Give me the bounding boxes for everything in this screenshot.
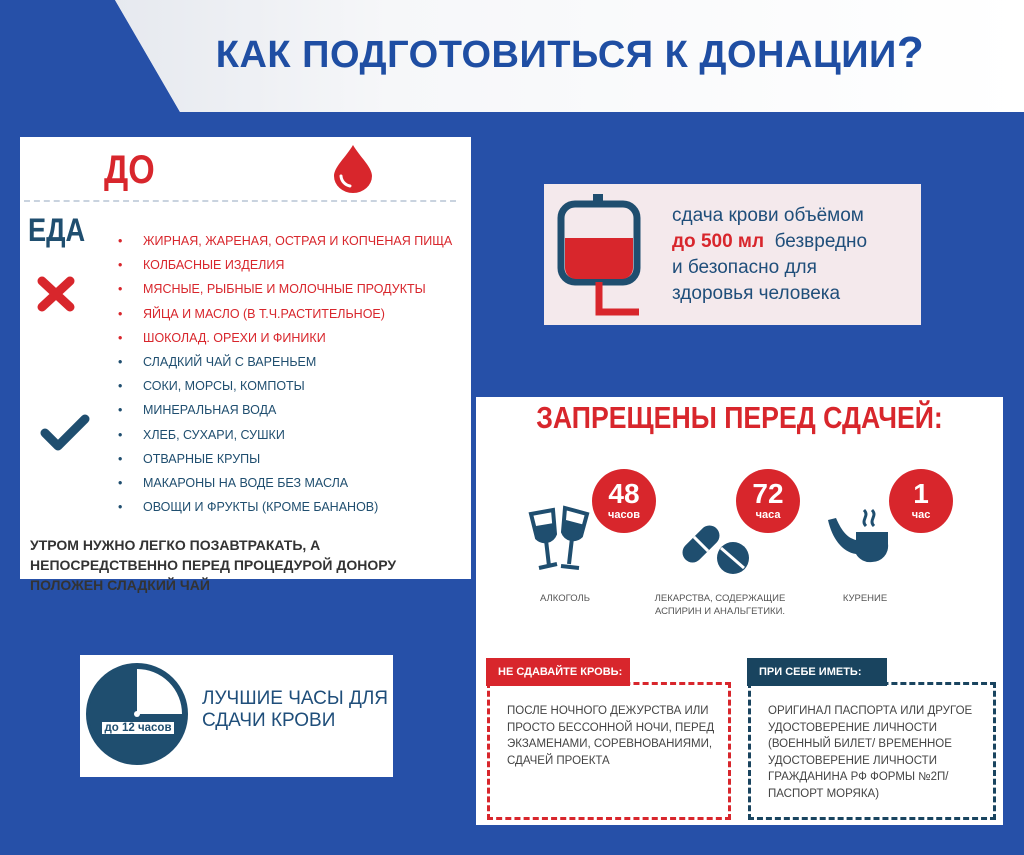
clock-icon	[83, 660, 193, 770]
volume-highlight: до 500 мл	[672, 231, 765, 252]
forbidden-food-item: • ЯЙЦА И МАСЛО (В Т.Ч.РАСТИТЕЛЬНОЕ)	[118, 306, 452, 330]
forbidden-food-item: • КОЛБАСНЫЕ ИЗДЕЛИЯ	[118, 257, 452, 281]
forbidden-food-item: • ЖИРНАЯ, ЖАРЕНАЯ, ОСТРАЯ И КОПЧЕНАЯ ПИЩА	[118, 233, 452, 257]
blood-bag-icon	[555, 192, 645, 320]
allowed-food-item: • ХЛЕБ, СУХАРИ, СУШКИ	[118, 427, 452, 451]
allowed-food-item: • МИНЕРАЛЬНАЯ ВОДА	[118, 402, 452, 426]
food-heading: ЕДА	[28, 212, 86, 248]
smoking-hours-badge: 1 час	[889, 469, 953, 533]
divider	[24, 200, 456, 202]
bring-label: ПРИ СЕБЕ ИМЕТЬ:	[747, 658, 887, 686]
medicine-hours-badge: 72 часа	[736, 469, 800, 533]
dont-donate-label: НЕ СДАВАЙТЕ КРОВЬ:	[486, 658, 630, 686]
forbidden-food-item: • ШОКОЛАД. ОРЕХИ И ФИНИКИ	[118, 330, 452, 354]
volume-text: сдача крови объёмом до 500 мл безвредно и безопасно для здоровья человека	[672, 205, 868, 304]
allowed-food-item: • СОКИ, МОРСЫ, КОМПОТЫ	[118, 378, 452, 402]
clock-label: до 12 часов	[104, 722, 172, 734]
page-title: КАК ПОДГОТОВИТЬСЯ К ДОНАЦИИ?	[215, 28, 925, 77]
blood-drop-icon	[332, 143, 374, 193]
pills-icon	[681, 512, 753, 576]
bring-text: ОРИГИНАЛ ПАСПОРТА ИЛИ ДРУГОЕ УДОСТОВЕРЕНИЕ ЛИЧНОСТИ (ВОЕННЫЙ БИЛЕТ/ ВРЕМЕННОЕ УДОСТОВЕРЕНИЕ ЛИЧНОСТИ ГРАЖДАНИНА РФ ФОРМЫ №2П/ПАСПОРТ МОРЯКА)	[768, 705, 973, 800]
before-heading: ДО	[104, 148, 155, 192]
alcohol-hours-badge: 48 часов	[592, 469, 656, 533]
medicine-caption: ЛЕКАРСТВА, СОДЕРЖАЩИЕ АСПИРИН И АНАЛЬГЕТИКИ.	[654, 593, 786, 617]
cross-icon	[37, 276, 75, 312]
allowed-food-item: • МАКАРОНЫ НА ВОДЕ БЕЗ МАСЛА	[118, 475, 452, 499]
smoking-caption: КУРЕНИЕ	[842, 593, 888, 604]
allowed-food-item: • ОТВАРНЫЕ КРУПЫ	[118, 451, 452, 475]
banned-heading: ЗАПРЕЩЕНЫ ПЕРЕД СДАЧЕЙ:	[536, 400, 943, 435]
morning-note: УТРОМ НУЖНО ЛЕГКО ПОЗАВТРАКАТЬ, А НЕПОСРЕДСТВЕННО ПЕРЕД ПРОЦЕДУРОЙ ДОНОРУ ПОЛОЖЕН СЛАДКИЙ ЧАЙ	[30, 537, 397, 593]
food-list	[118, 233, 452, 523]
clock-text: ЛУЧШИЕ ЧАСЫ ДЛЯ СДАЧИ КРОВИ	[202, 688, 389, 731]
allowed-food-item: • СЛАДКИЙ ЧАЙ С ВАРЕНЬЕМ	[118, 354, 452, 378]
dont-donate-text: ПОСЛЕ НОЧНОГО ДЕЖУРСТВА ИЛИ ПРОСТО БЕССОННОЙ НОЧИ, ПЕРЕД ЭКЗАМЕНАМИ, СОРЕВНОВАНИЯМИ, СДАЧЕЙ ПРОЕКТА	[507, 705, 715, 767]
alcohol-caption: АЛКОГОЛЬ	[540, 593, 590, 604]
checkmark-icon	[40, 413, 90, 453]
allowed-food-item: • ОВОЩИ И ФРУКТЫ (КРОМЕ БАНАНОВ)	[118, 499, 452, 523]
pipe-icon	[826, 508, 898, 578]
forbidden-food-item: • МЯСНЫЕ, РЫБНЫЕ И МОЛОЧНЫЕ ПРОДУКТЫ	[118, 281, 452, 305]
wine-glasses-icon	[525, 500, 597, 580]
